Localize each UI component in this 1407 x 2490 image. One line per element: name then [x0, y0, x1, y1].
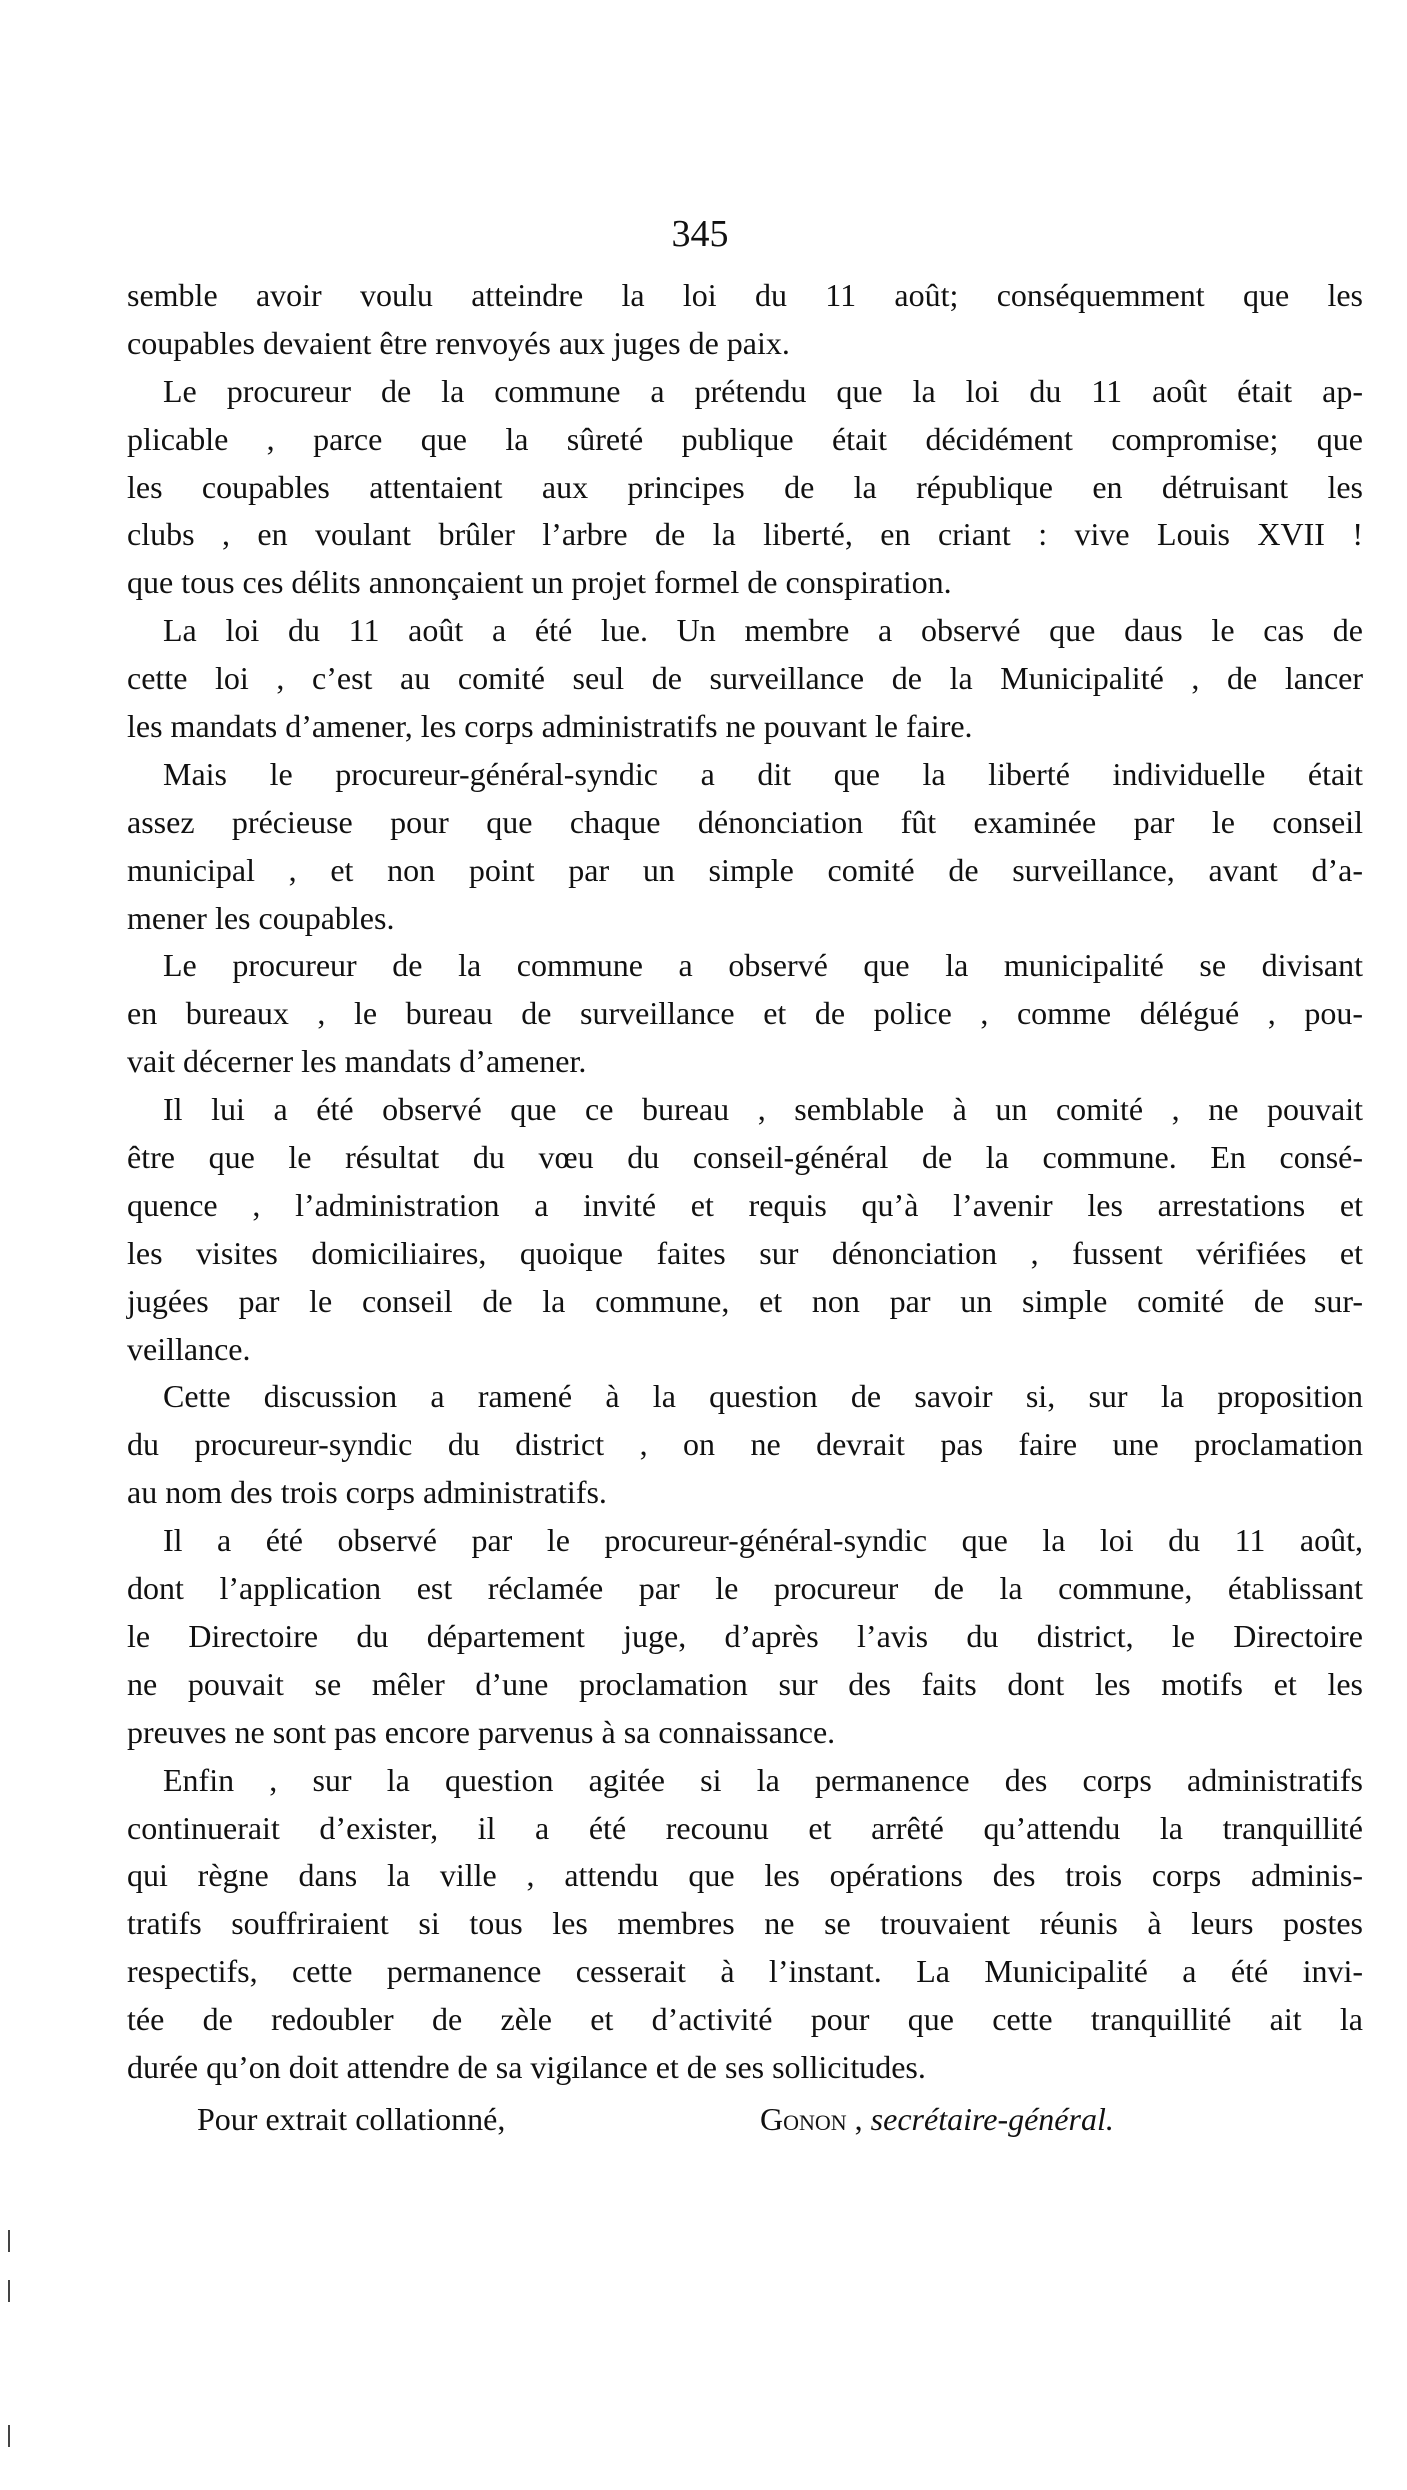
text-line: Il lui a été observé que ce bureau , semblable à un comité , ne pouvait: [163, 1091, 1363, 1128]
text-line: tée de redoubler de zèle et d’activité pour que cette tranquillité ait la: [127, 2001, 1363, 2038]
paragraph: [127, 368, 1363, 607]
paragraph: [127, 751, 1363, 943]
page-number: 345: [671, 213, 729, 255]
paragraph: [127, 1517, 1363, 1756]
text-line: plicable , parce que la sûreté publique était décidément compromise; que: [127, 420, 1363, 457]
text-line: en bureaux , le bureau de surveillance et de police , comme délégué , pou-: [127, 995, 1363, 1032]
paragraph: [127, 1757, 1363, 2092]
signature-separator: ,: [846, 2101, 871, 2137]
text-line: que tous ces délits annonçaient un projet formel de conspiration.: [127, 564, 952, 601]
text-line: preuves ne sont pas encore parvenus à sa connaissance.: [127, 1713, 836, 1750]
paragraph: [127, 607, 1363, 751]
text-line: être que le résultat du vœu du conseil-général de la commune. En consé-: [127, 1139, 1363, 1176]
text-line: Cette discussion a ramené à la question de savoir si, sur la proposition: [163, 1378, 1363, 1415]
text-line: du procureur-syndic du district , on ne devrait pas faire une proclamation: [127, 1426, 1363, 1463]
text-line: continuerait d’exister, il a été recounu et arrêté qu’attendu la tranquillité: [127, 1809, 1363, 1846]
scan-margin-mark: [8, 2230, 10, 2252]
signature-attestation: Pour extrait collationné,: [197, 2101, 506, 2137]
paragraph: [127, 1086, 1363, 1373]
text-line: veillance.: [127, 1330, 251, 1367]
text-line: coupables devaient être renvoyés aux juges de paix.: [127, 324, 790, 361]
text-line: tratifs souffriraient si tous les membres ne se trouvaient réunis à leurs postes: [127, 1905, 1363, 1942]
text-line: au nom des trois corps administratifs.: [127, 1474, 607, 1511]
text-line: le Directoire du département juge, d’après l’avis du district, le Directoire: [127, 1617, 1363, 1654]
text-line: assez précieuse pour que chaque dénonciation fût examinée par le conseil: [127, 803, 1363, 840]
signatory-title: secrétaire-général.: [870, 2101, 1114, 2137]
text-line: dont l’application est réclamée par le procureur de la commune, établissant: [127, 1570, 1363, 1607]
body-text: [127, 272, 1363, 2092]
text-line: les visites domiciliaires, quoique faites sur dénonciation , fussent vérifiées et: [127, 1234, 1363, 1271]
scan-margin-mark: [8, 2280, 10, 2302]
text-line: Le procureur de la commune a observé que la municipalité se divisant: [163, 947, 1363, 984]
text-line: clubs , en voulant brûler l’arbre de la liberté, en criant : vive Louis XVII !: [127, 516, 1363, 553]
paragraph: [127, 1373, 1363, 1517]
signature-block: [760, 2095, 1114, 2143]
text-line: vait décerner les mandats d’amener.: [127, 1043, 587, 1080]
text-line: les mandats d’amener, les corps administratifs ne pouvant le faire.: [127, 708, 973, 745]
text-line: qui règne dans la ville , attendu que les opérations des trois corps adminis-: [127, 1857, 1363, 1894]
text-line: Mais le procureur-général-syndic a dit que la liberté individuelle était: [163, 755, 1363, 792]
text-line: Le procureur de la commune a prétendu que la loi du 11 août était ap-: [163, 372, 1363, 409]
signatory-name: Gonon: [760, 2101, 847, 2137]
text-line: jugées par le conseil de la commune, et non par un simple comité de sur-: [127, 1282, 1363, 1319]
text-line: Il a été observé par le procureur-général-syndic que la loi du 11 août,: [163, 1522, 1363, 1559]
text-line: mener les coupables.: [127, 899, 395, 936]
text-line: quence , l’administration a invité et requis qu’à l’avenir les arrestations et: [127, 1186, 1363, 1223]
signature-line: [0, 2095, 1407, 2143]
scan-margin-mark: [8, 2425, 10, 2447]
text-line: semble avoir voulu atteindre la loi du 11 août; conséquemment que les: [127, 277, 1363, 313]
text-line: durée qu’on doit attendre de sa vigilance et de ses sollicitudes.: [127, 2048, 926, 2085]
text-line: les coupables attentaient aux principes de la république en détruisant les: [127, 468, 1363, 505]
text-line: La loi du 11 août a été lue. Un membre a observé que daus le cas de: [163, 612, 1363, 649]
paragraph: [127, 272, 1363, 368]
text-line: cette loi , c’est au comité seul de surveillance de la Municipalité , de lancer: [127, 660, 1363, 697]
text-line: municipal , et non point par un simple comité de surveillance, avant d’a-: [127, 851, 1363, 888]
text-line: Enfin , sur la question agitée si la permanence des corps administratifs: [163, 1761, 1363, 1798]
text-line: respectifs, cette permanence cesserait à l’instant. La Municipalité a été invi-: [127, 1953, 1363, 1990]
text-line: ne pouvait se mêler d’une proclamation sur des faits dont les motifs et les: [127, 1665, 1363, 1702]
paragraph: [127, 942, 1363, 1086]
